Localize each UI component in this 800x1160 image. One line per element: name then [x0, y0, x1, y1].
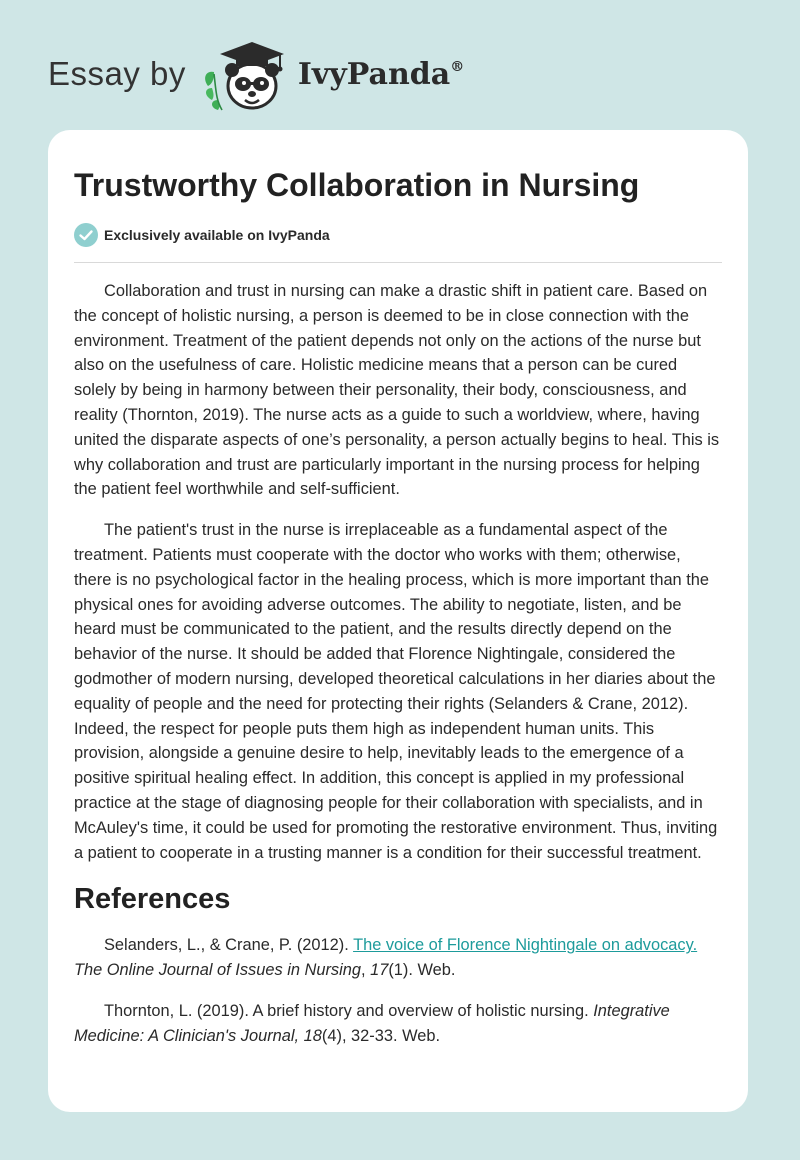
exclusive-badge	[74, 222, 722, 248]
brand-name: IvyPanda®	[297, 56, 465, 92]
exclusive-badge-text: Exclusively available on IvyPanda	[104, 227, 330, 243]
brand-header[interactable]	[48, 34, 464, 114]
reference-item-2	[74, 999, 722, 1049]
reference-authors: Thornton, L. (2019). A brief history and overview of holistic nursing.	[104, 1001, 589, 1020]
panda-graduate-icon	[200, 34, 292, 114]
reference-item-1: Selanders, L., & Crane, P. (2012). The voice of Florence Nightingale on advocacy. The Online Journal of Issues in Nursing, 17(1). Web.	[74, 936, 698, 980]
brand-prefix: Essay by	[48, 55, 186, 92]
check-circle-icon	[74, 223, 98, 247]
divider	[74, 262, 722, 263]
reference-authors: Selanders, L., & Crane, P. (2012).	[104, 936, 349, 955]
references-heading: References	[74, 883, 231, 916]
reference-journal: The Online Journal of Issues in Nursing	[74, 961, 361, 980]
body-paragraph-2: The patient's trust in the nurse is irreplaceable as a fundamental aspect of the treatment. Patients must cooperate with the doctor who works with them; otherwise, there is no psychological factor in the healing process, which is more important than the physical ones for avoiding adverse outcomes. The ability to negotiate, listen, and be heard must be communicated to the patient, and the results directly depend on the behavior of the nurse. It should be added that Florence Nightingale, considered the godmother of modern nursing, developed theoretical calculations in her diaries about the equality of people and the need for protecting their rights (Selanders & Crane, 2012). Indeed, the respect for people puts them high as independent human units. This provision, alongside a genuine desire to help, inevitably leads to the emergence of a positive spiritual healing effect. In addition, this concept is applied in my professional practice at the stage of diagnosing people for their collaboration with specialists, and in McAuley's time, it could be used for promoting the restorative environment. Thus, inviting a patient to cooperate in a trusting manner is a condition for their successful treatment.	[74, 521, 718, 862]
reference-journal: Integrative Medicine: A Clinician's Journal, 18	[74, 1001, 670, 1045]
essay-card	[48, 130, 748, 1112]
reference-issue: (4), 32-33. Web.	[321, 1026, 441, 1045]
reference-link[interactable]: The voice of Florence Nightingale on advocacy.	[353, 936, 698, 955]
body-paragraph-1: Collaboration and trust in nursing can make a drastic shift in patient care. Based on the concept of holistic nursing, a person is deemed to be in close connection with the environment. Treatment of the patient depends not only on the actions of the nurse but also on the usefulness of care. Holistic medicine means that a person can be cured solely by being in harmony between their personality, their body, consciousness, and reality (Thornton, 2019). The nurse acts as a guide to such a worldview, where, having united the disparate aspects of one’s personality, a person actually begins to heal. This is why collaboration and trust are particularly important in the nursing process for helping the patient feel worthwhile and self-sufficient.	[74, 282, 720, 499]
reference-volume: 17	[370, 961, 389, 980]
registered-mark: ®	[450, 58, 465, 75]
page-title: Trustworthy Collaboration in Nursing	[74, 167, 640, 203]
reference-issue: (1). Web.	[388, 961, 456, 980]
